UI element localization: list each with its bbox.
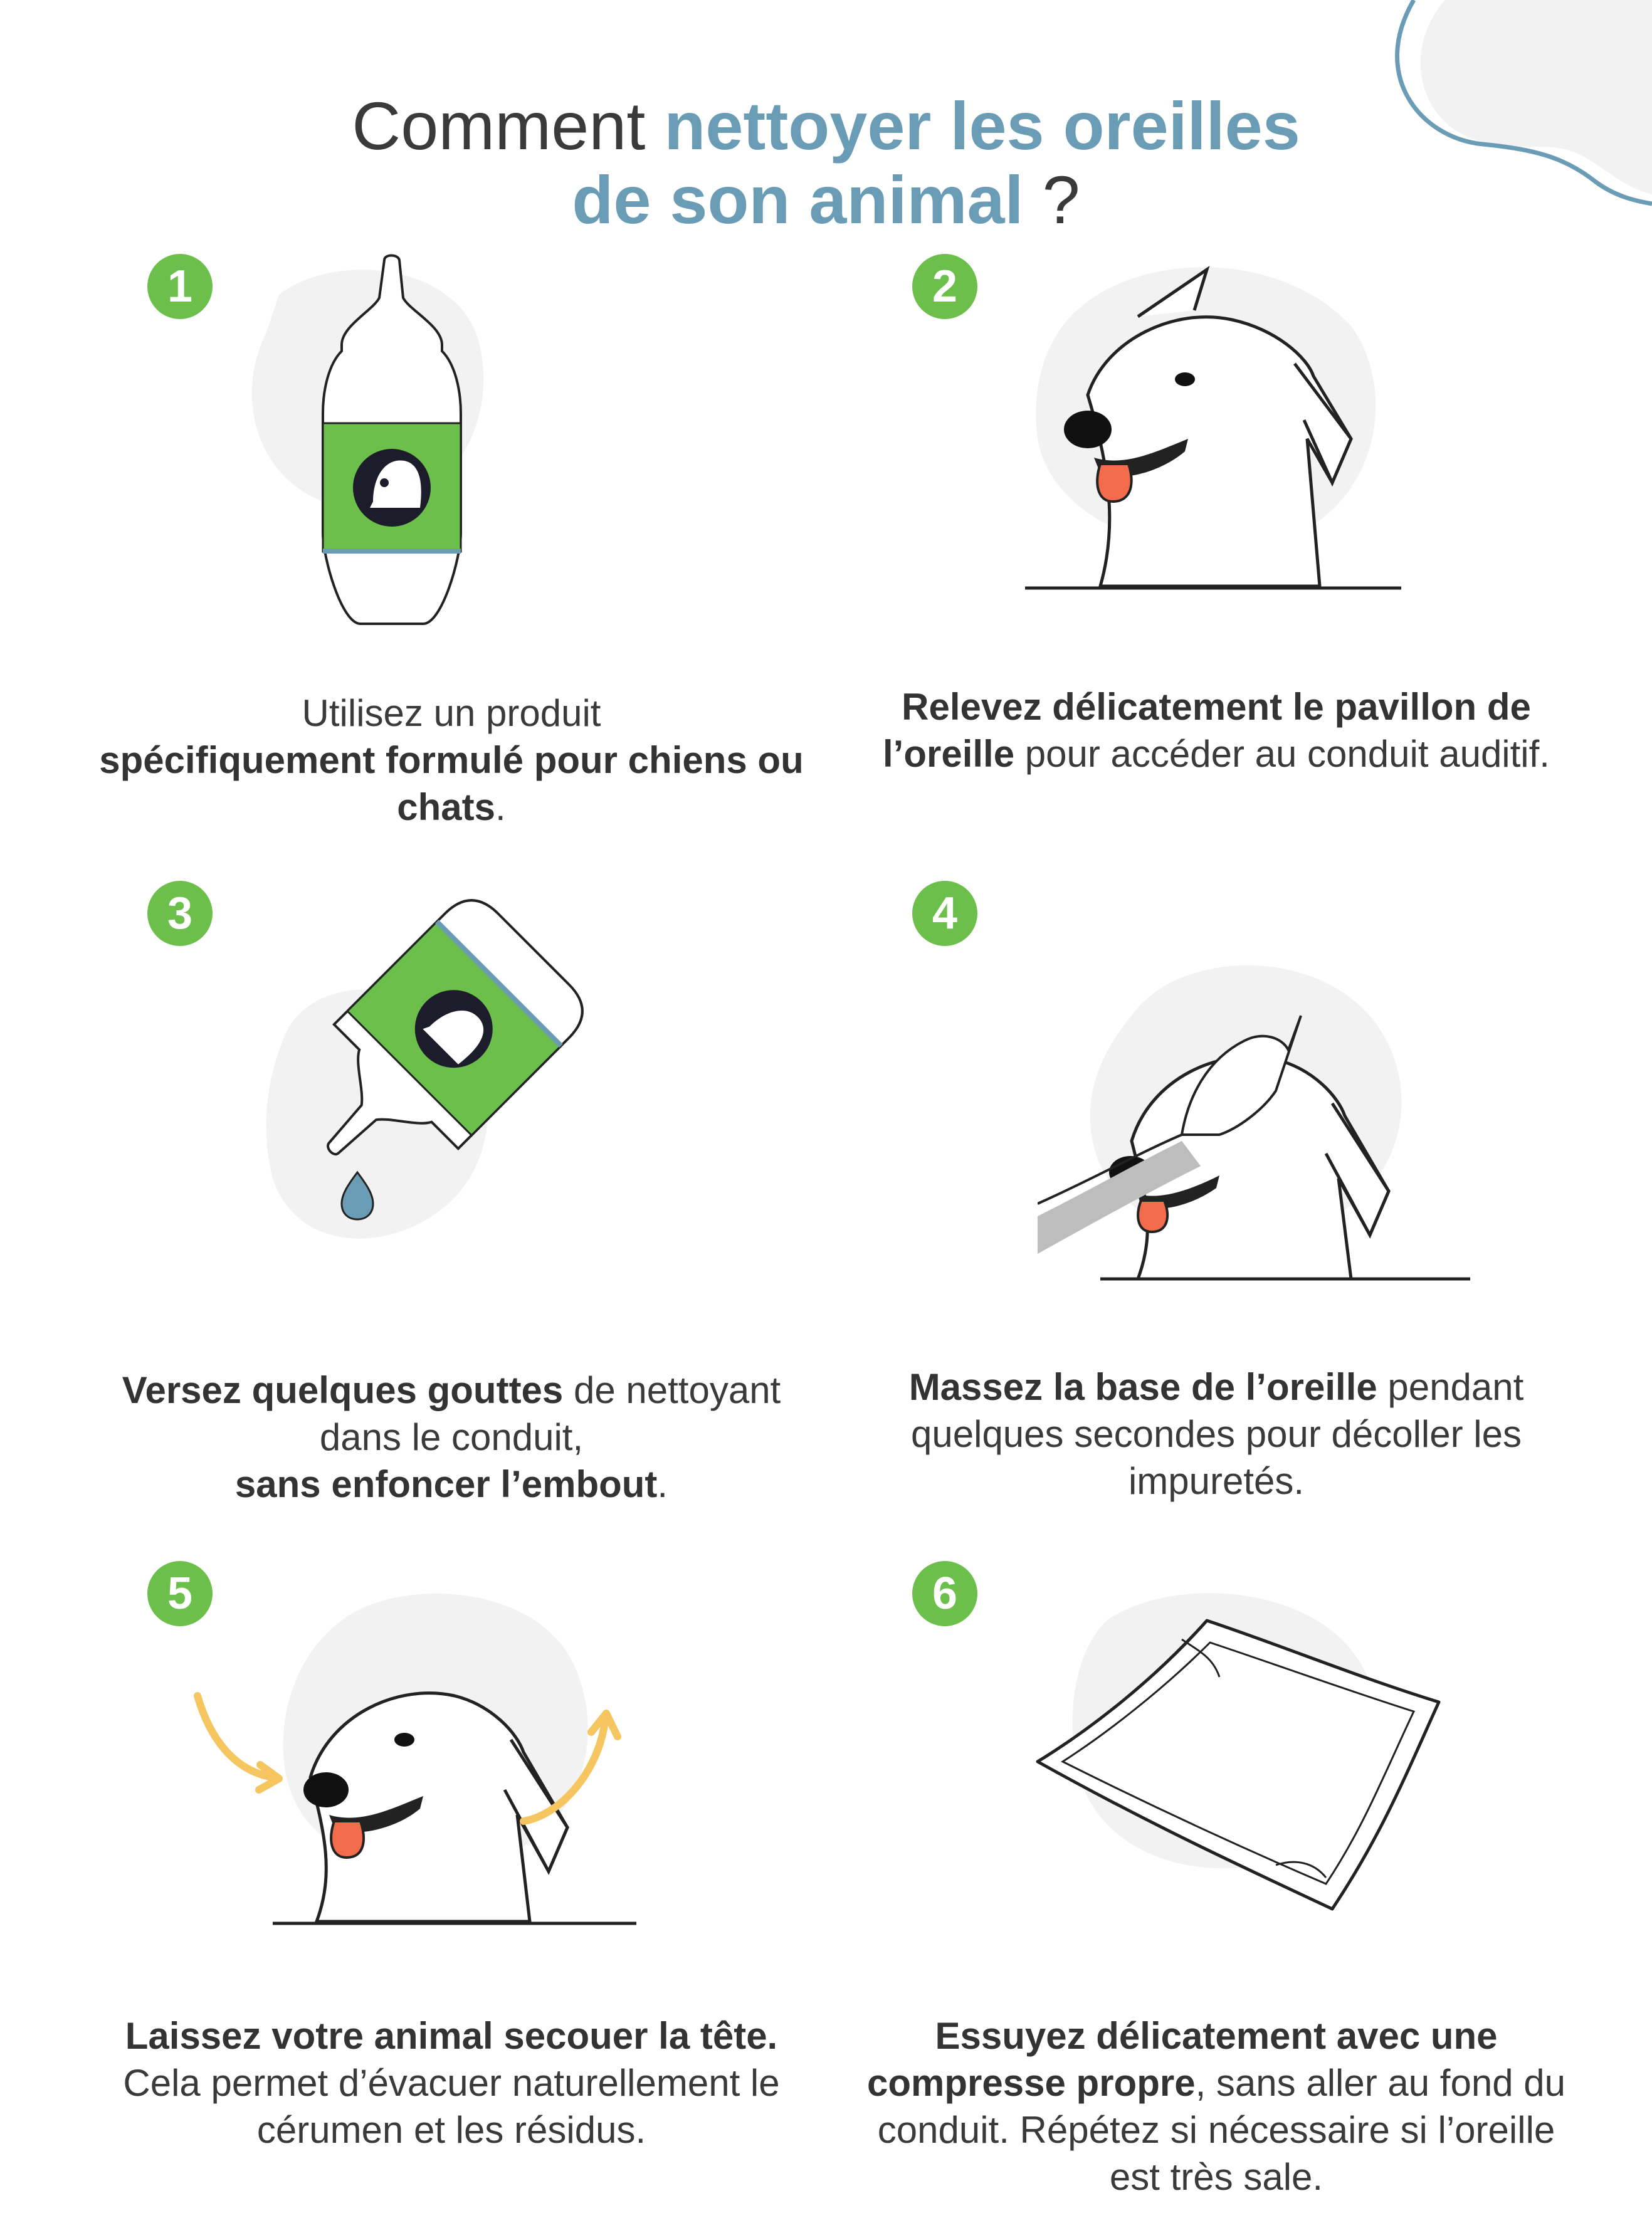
- caption-text: de nettoyant dans le conduit,: [319, 1369, 781, 1458]
- step-number-badge: 4: [912, 881, 977, 946]
- caption-bold: Versez quelques gouttes: [122, 1369, 564, 1411]
- step-caption: [850, 683, 1583, 777]
- caption-bold: spécifiquement formulé pour chiens ou chats: [99, 739, 804, 828]
- step-4: [850, 878, 1583, 1505]
- caption-bold: Essuyez délicatement avec une compresse propre: [867, 2015, 1498, 2104]
- step-number-badge: 3: [147, 881, 213, 946]
- compress-gauze-icon: [1031, 1583, 1445, 1934]
- caption-bold: Massez la base de l’oreille: [908, 1366, 1377, 1408]
- caption-bold: Relevez délicatement le pavillon de l’oreille: [883, 686, 1531, 775]
- step-number-badge: 1: [147, 254, 213, 319]
- hand-massaging-ear-icon: [1038, 953, 1476, 1291]
- step-2: [850, 251, 1583, 878]
- ear-cleaner-bottle-icon: [241, 251, 555, 627]
- step-6: [850, 1558, 1583, 2198]
- step-number-badge: 5: [147, 1561, 213, 1626]
- step-caption: [850, 1364, 1583, 1505]
- caption-text: .: [495, 786, 506, 828]
- caption-bold: sans enfoncer l’embout: [234, 1463, 658, 1505]
- step-caption: [85, 1367, 818, 1508]
- step-number-badge: 2: [912, 254, 977, 319]
- caption-text: .: [657, 1463, 668, 1505]
- dog-ear-raised-icon: [1025, 251, 1426, 602]
- title-end: ?: [1023, 162, 1080, 238]
- title-accent: nettoyer les oreilles: [664, 88, 1300, 164]
- step-number-badge: 6: [912, 1561, 977, 1626]
- title-accent: de son animal: [572, 162, 1024, 238]
- caption-text: , sans aller au fond du conduit. Répétez si nécessaire si l’oreille est très sale.: [877, 2062, 1565, 2198]
- caption-text: pour accéder au conduit auditif.: [1014, 733, 1550, 775]
- caption-text: Cela permet d’évacuer naturellement le cérumen et les résidus.: [123, 2062, 780, 2151]
- step-1: [85, 251, 818, 878]
- step-caption: [85, 2012, 818, 2153]
- caption-text: pendant quelques secondes pour décoller les impuretés.: [911, 1366, 1524, 1502]
- step-5: [85, 1558, 818, 2185]
- dog-shaking-head-icon: [185, 1583, 636, 1934]
- caption-text: Utilisez un produit: [302, 692, 601, 734]
- step-caption: [85, 690, 818, 831]
- step-caption: [850, 2012, 1583, 2200]
- step-3: [85, 878, 818, 1505]
- bottle-pouring-drop-icon: [260, 878, 649, 1266]
- caption-bold: Laissez votre animal secouer la tête.: [125, 2015, 778, 2057]
- title-part: Comment: [352, 88, 665, 164]
- page-title: [0, 89, 1652, 237]
